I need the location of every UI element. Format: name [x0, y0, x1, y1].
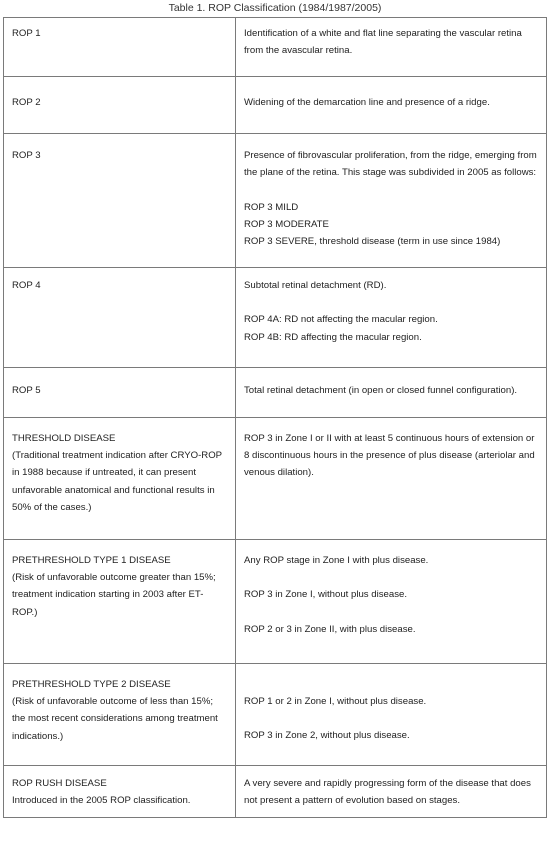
- stage-name: PRETHRESHOLD TYPE 2 DISEASE: [12, 679, 171, 690]
- stage-note: (Traditional treatment indication after CRYO-ROP in 1988 because if untreated, it can present unfavorable anatomical and functional results in 50% of the cases.): [12, 450, 222, 513]
- description-text: ROP 1 or 2 in Zone I, without plus disease.: [244, 696, 427, 707]
- table-row: [4, 18, 547, 77]
- description-cell: [236, 368, 547, 418]
- stage-name: ROP 2: [12, 97, 41, 108]
- stage-cell: [4, 368, 236, 418]
- description-cell: [236, 418, 547, 540]
- stage-cell: [4, 134, 236, 268]
- stage-name: ROP 4: [12, 280, 41, 291]
- description-text: Widening of the demarcation line and presence of a ridge.: [244, 97, 490, 108]
- substage-item: ROP 3 MODERATE: [244, 218, 329, 230]
- table-row: [4, 418, 547, 540]
- stage-name: PRETHRESHOLD TYPE 1 DISEASE: [12, 555, 171, 566]
- substage-item: ROP 4B: RD affecting the macular region.: [244, 331, 422, 343]
- description-cell: [236, 540, 547, 664]
- description-cell: [236, 766, 547, 818]
- rop-classification-table: [3, 17, 547, 818]
- description-cell: [236, 77, 547, 134]
- table-row: [4, 77, 547, 134]
- description-text: Total retinal detachment (in open or closed funnel configuration).: [244, 385, 518, 396]
- description-text: ROP 3 in Zone I, without plus disease.: [244, 589, 408, 601]
- table-row: [4, 664, 547, 766]
- description-cell: [236, 664, 547, 766]
- table-row: [4, 766, 547, 818]
- stage-name: ROP RUSH DISEASE: [12, 778, 107, 789]
- substage-item: ROP 4A: RD not affecting the macular region.: [244, 314, 438, 326]
- stage-cell: [4, 540, 236, 664]
- substage-item: ROP 3 SEVERE, threshold disease (term in use since 1984): [244, 236, 501, 247]
- stage-note: Introduced in the 2005 ROP classification.: [12, 795, 191, 807]
- description-text: ROP 3 in Zone 2, without plus disease.: [244, 730, 410, 742]
- stage-cell: [4, 18, 236, 77]
- table-row: [4, 540, 547, 664]
- stage-cell: [4, 77, 236, 134]
- description-text: Identification of a white and flat line separating the vascular retina from the avascular retina.: [244, 28, 522, 57]
- stage-note: (Risk of unfavorable outcome of less than 15%; the most recent considerations among treatment indications.): [12, 696, 218, 742]
- stage-name: ROP 3: [12, 150, 41, 161]
- stage-name: THRESHOLD DISEASE: [12, 433, 116, 444]
- description-text: ROP 3 in Zone I or II with at least 5 continuous hours of extension or 8 discontinuous hours in the presence of plus disease (arteriolar and venous dilation).: [244, 433, 535, 479]
- table-row: [4, 268, 547, 368]
- description-text: ROP 2 or 3 in Zone II, with plus disease.: [244, 623, 416, 635]
- stage-note: (Risk of unfavorable outcome greater than 15%; treatment indication starting in 2003 after ET-ROP.): [12, 572, 216, 618]
- description-cell: [236, 134, 547, 268]
- table-caption: Table 1. ROP Classification (1984/1987/2005): [168, 2, 382, 14]
- stage-name: ROP 5: [12, 385, 41, 396]
- stage-cell: [4, 664, 236, 766]
- stage-name: ROP 1: [12, 28, 41, 39]
- table-row: [4, 368, 547, 418]
- table-row: [4, 134, 547, 268]
- description-cell: [236, 18, 547, 77]
- description-text: Presence of fibrovascular proliferation, from the ridge, emerging from the plane of the retina. This stage was subdivided in 2005 as follows:: [244, 150, 537, 179]
- description-cell: [236, 268, 547, 368]
- stage-cell: [4, 418, 236, 540]
- stage-cell: [4, 268, 236, 368]
- description-text: A very severe and rapidly progressing form of the disease that does not present a pattern of evolution based on stages.: [244, 778, 531, 807]
- substage-item: ROP 3 MILD: [244, 201, 299, 213]
- description-text: Any ROP stage in Zone I with plus disease.: [244, 555, 429, 566]
- stage-cell: [4, 766, 236, 818]
- description-text: Subtotal retinal detachment (RD).: [244, 280, 387, 291]
